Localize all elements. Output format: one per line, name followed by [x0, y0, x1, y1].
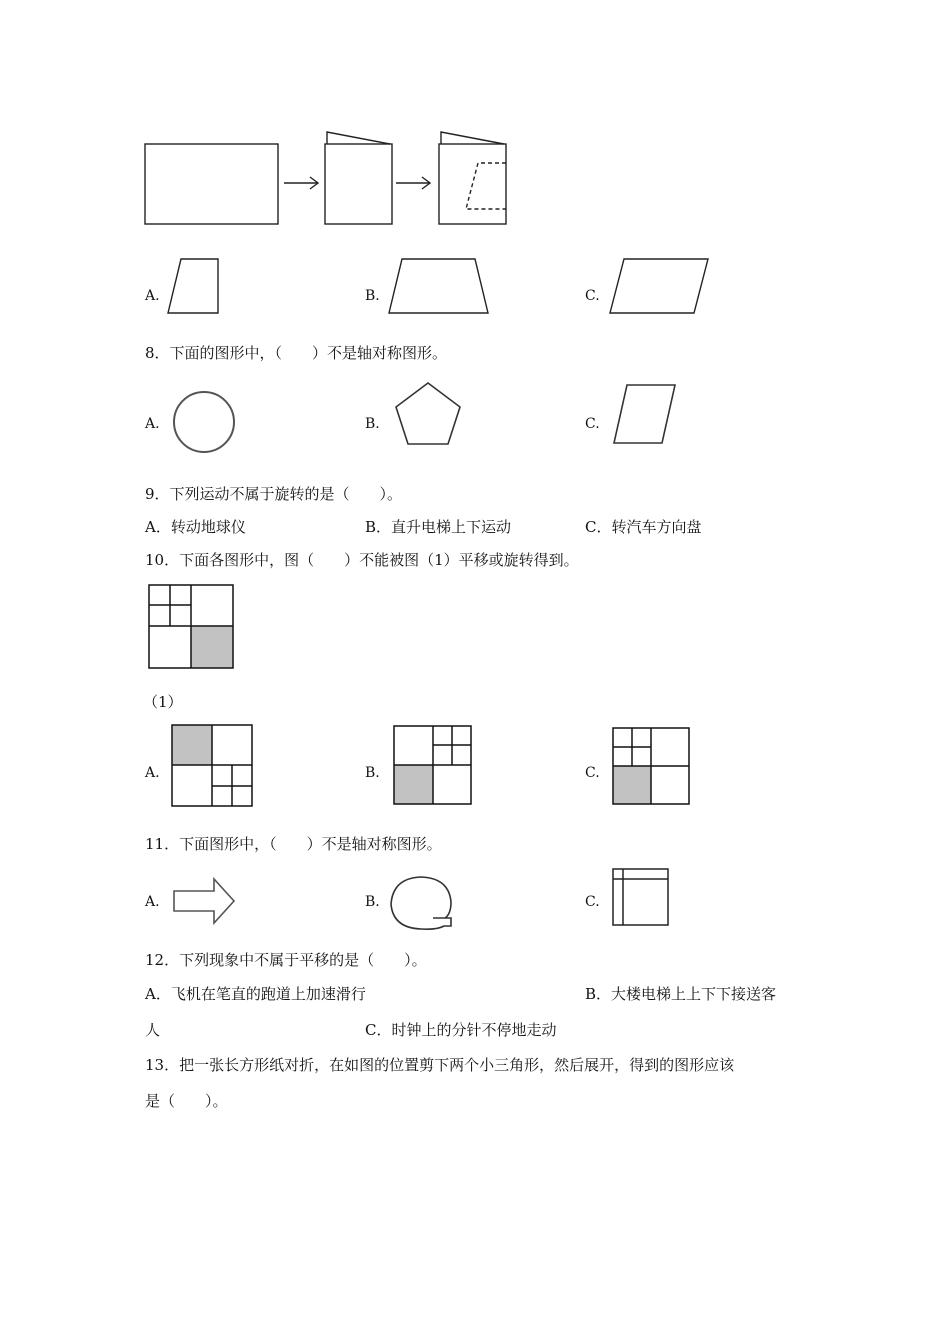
q12-option-b[interactable]: B．大楼电梯上上下下接送客: [585, 985, 777, 1003]
q12-option-a[interactable]: A．飞机在笔直的跑道上加速滑行: [145, 985, 366, 1003]
grid-option-c: [612, 727, 702, 817]
q10-option-c-label: C.: [585, 765, 600, 781]
q11-option-a-label: A.: [145, 894, 160, 910]
paper-rectangle: [145, 144, 278, 224]
q11-option-b-label: B.: [365, 894, 380, 910]
q9-option-a[interactable]: A．转动地球仪: [145, 518, 246, 536]
q10-option-a[interactable]: [145, 764, 160, 782]
circle-shape: [170, 388, 240, 458]
q12-text: 12．下列现象中不属于平移的是（ ）。: [145, 951, 427, 969]
q7-option-a-label: A.: [145, 288, 160, 304]
reference-grid-figure: [148, 584, 238, 674]
q11-text: 11．下面图形中，（ ）不是轴对称图形。: [145, 835, 442, 853]
pentagon-shape: [394, 381, 464, 451]
trapezoid-shape: [165, 256, 225, 316]
q10-text: 10．下面各图形中，图（ ）不能被图（1）平移或旋转得到。: [145, 551, 579, 569]
q12-option-c[interactable]: C．时钟上的分针不停地走动: [365, 1021, 557, 1039]
arrow-icon: [172, 877, 242, 927]
parallelogram-shape: [612, 383, 682, 453]
q11-option-b[interactable]: [365, 893, 380, 911]
q7-option-b-label: B.: [365, 288, 380, 304]
q10-option-b[interactable]: [365, 764, 380, 782]
q8-option-b-label: B.: [365, 416, 380, 432]
q8-option-b[interactable]: [365, 415, 380, 433]
q8-text: 8．下面的图形中，（ ）不是轴对称图形。: [145, 344, 448, 362]
grid-option-a: [171, 724, 261, 814]
q7-option-c[interactable]: [585, 287, 600, 305]
q12-option-b-continued: 人: [145, 1021, 161, 1039]
q9-text: 9．下列运动不属于旋转的是（ ）。: [145, 485, 403, 503]
q10-option-c[interactable]: [585, 764, 600, 782]
q8-option-a-label: A.: [145, 416, 160, 432]
isosceles-trapezoid-shape: [388, 256, 498, 316]
q7-option-c-label: C.: [585, 288, 600, 304]
q8-option-c[interactable]: [585, 415, 600, 433]
grid-option-b: [393, 725, 483, 815]
q10-option-a-label: A.: [145, 765, 160, 781]
speech-bubble-icon: [389, 874, 459, 934]
fold-process-figure: [0, 0, 950, 240]
figure-1-caption: （1）: [143, 693, 183, 711]
q9-option-c[interactable]: C．转汽车方向盘: [585, 518, 702, 536]
q11-option-c[interactable]: [585, 893, 600, 911]
parallelogram-shape: [608, 256, 718, 316]
folded-paper: [325, 144, 392, 224]
q11-option-a[interactable]: [145, 893, 160, 911]
q8-option-c-label: C.: [585, 416, 600, 432]
q8-option-a[interactable]: [145, 415, 160, 433]
q10-option-b-label: B.: [365, 765, 380, 781]
q7-option-b[interactable]: [365, 287, 380, 305]
divided-rectangle-shape: [612, 868, 672, 928]
q13-text-line1: 13．把一张长方形纸对折，在如图的位置剪下两个小三角形，然后展开，得到的图形应该: [145, 1056, 735, 1074]
q13-text-line2: 是（ ）。: [145, 1092, 228, 1110]
q7-option-a[interactable]: [145, 287, 160, 305]
q11-option-c-label: C.: [585, 894, 600, 910]
q9-option-b[interactable]: B．直升电梯上下运动: [365, 518, 512, 536]
